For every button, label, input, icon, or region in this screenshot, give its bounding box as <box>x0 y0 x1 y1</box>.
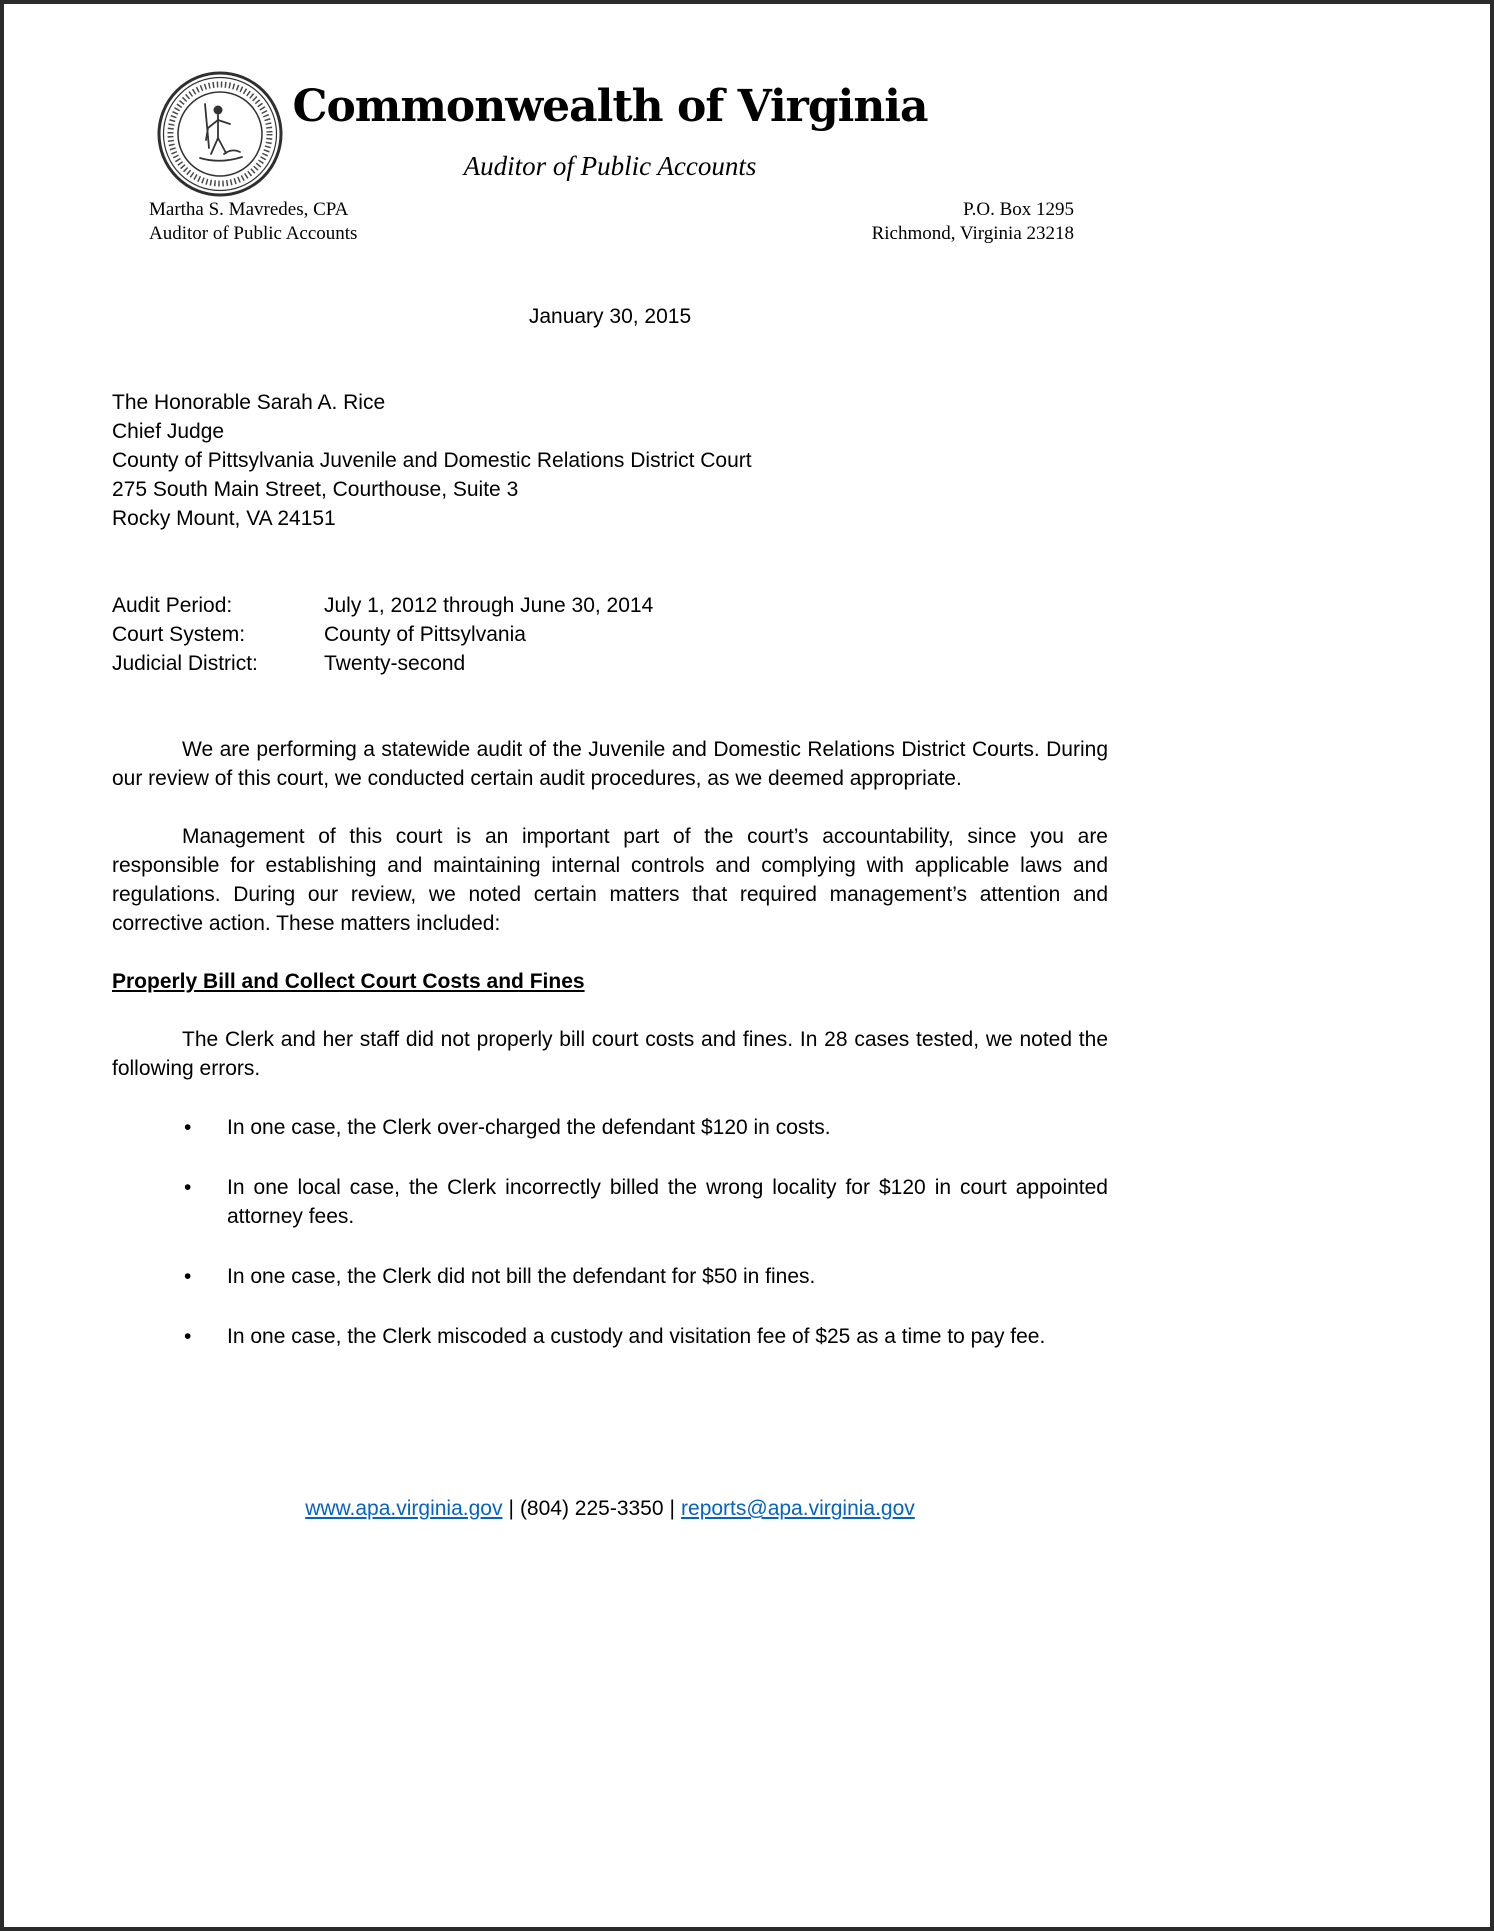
recipient-line: County of Pittsylvania Juvenile and Domestic Relations District Court <box>112 449 752 472</box>
audit-row <box>112 649 1108 678</box>
city-state-zip-line: Richmond, Virginia 23218 <box>871 223 1074 244</box>
bullet-list <box>112 1113 1108 1351</box>
audit-value: Twenty-second <box>324 652 466 675</box>
letterhead-subtitle: Auditor of Public Accounts <box>463 151 757 181</box>
po-box-line: P.O. Box 1295 <box>963 199 1074 220</box>
phone-number: (804) 225-3350 <box>519 1497 664 1520</box>
letterhead <box>112 4 1108 254</box>
body-paragraph: We are performing a statewide audit of the Juvenile and Domestic Relations District Courts. During our review of this court, we conducted certain audit procedures, as we deemed appropriate. <box>112 738 1108 790</box>
page-footer <box>112 1494 1108 1523</box>
audit-value: July 1, 2012 through June 30, 2014 <box>324 594 654 617</box>
bullet-item: • In one case, the Clerk over-charged the defendant $120 in costs. <box>112 1113 1108 1142</box>
recipient-line: Rocky Mount, VA 24151 <box>112 507 336 530</box>
recipient-line: The Honorable Sarah A. Rice <box>112 391 386 414</box>
website-link[interactable]: www.apa.virginia.gov <box>305 1497 503 1520</box>
official-title: Auditor of Public Accounts <box>149 223 358 244</box>
recipient-address <box>112 388 1108 533</box>
letterhead-center <box>112 82 1108 182</box>
letter-content <box>112 4 1108 1927</box>
audit-value: County of Pittsylvania <box>324 623 526 646</box>
email-link[interactable]: reports@apa.virginia.gov <box>681 1497 915 1520</box>
footer-separator: | <box>508 1497 514 1520</box>
section-intro: The Clerk and her staff did not properly bill court costs and fines. In 28 cases tested, we noted the following errors. <box>112 1028 1108 1080</box>
audit-row <box>112 620 1108 649</box>
recipient-line: Chief Judge <box>112 420 225 443</box>
letterhead-official-block <box>149 198 357 246</box>
audit-info <box>112 591 1108 678</box>
letterhead-address-block <box>872 198 1074 246</box>
audit-label: Judicial District: <box>112 652 258 675</box>
section-heading: Properly Bill and Collect Court Costs and Fines <box>112 970 585 993</box>
official-name: Martha S. Mavredes, CPA <box>149 199 349 220</box>
body-paragraph: Management of this court is an important part of the court’s accountability, since you are responsible for establishing and maintaining internal controls and complying with applicable laws and regulations. During our review, we noted certain matters that required management’s attention and corrective action. These matters included: <box>112 825 1108 935</box>
bullet-item: • In one local case, the Clerk incorrectly billed the wrong locality for $120 in court appointed attorney fees. <box>112 1173 1108 1231</box>
letterhead-title: Commonwealth of Virginia <box>292 81 928 132</box>
bullet-item: • In one case, the Clerk did not bill the defendant for $50 in fines. <box>112 1262 1108 1291</box>
audit-label: Audit Period: <box>112 594 233 617</box>
audit-label: Court System: <box>112 623 246 646</box>
bullet-item: • In one case, the Clerk miscoded a custody and visitation fee of $25 as a time to pay fee. <box>112 1322 1108 1351</box>
footer-separator: | <box>669 1497 676 1520</box>
audit-row <box>112 591 1108 620</box>
recipient-line: 275 South Main Street, Courthouse, Suite 3 <box>112 478 519 501</box>
letter-date: January 30, 2015 <box>528 305 692 328</box>
